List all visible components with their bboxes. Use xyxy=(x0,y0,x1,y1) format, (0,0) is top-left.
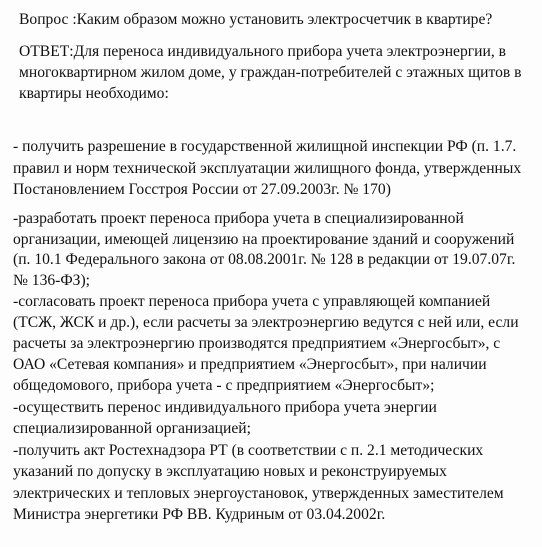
requirement-line: специализированной организацией; xyxy=(13,420,251,437)
requirement-line: -получить акт Ростехнадзора РТ (в соответствии с п. 2.1 методических xyxy=(13,442,484,459)
requirement-line: расчеты за электроэнергию производятся предприятием «Энергосбыт», с xyxy=(13,335,501,352)
requirement-item-approval xyxy=(13,291,523,396)
requirement-line: организации, имеющей лицензию на проектирование зданий и сооружений xyxy=(13,230,515,248)
requirement-line: ОАО «Сетевая компания» и предприятием «Энергосбыт», при наличии xyxy=(13,356,487,373)
requirement-line: Постановлением Госстроя России от 27.09.2003г. № 170) xyxy=(13,181,391,198)
requirement-line: электрических и тепловых энергоустановок, утвержденных заместителем xyxy=(13,484,504,502)
answer-line: ОТВЕТ:Для переноса индивидуального прибора учета электроэнергии, в xyxy=(19,43,507,60)
requirement-line: -осуществить перенос индивидуального прибора учета энергии xyxy=(13,399,437,416)
requirement-line: (ТСЖ, ЖСК и др.), если расчеты за электроэнергию ведутся с ней или, если xyxy=(13,314,519,331)
answer-intro xyxy=(19,41,522,104)
requirement-item-transfer xyxy=(13,397,523,439)
requirement-line: -согласовать проект переноса прибора учета с управляющей компанией xyxy=(13,293,491,310)
requirement-line: № 136-ФЗ); xyxy=(13,271,91,289)
answer-line: квартиры необходимо: xyxy=(19,85,169,102)
requirement-item-permit xyxy=(13,136,523,201)
requirement-line: -разработать проект переноса прибора учета в специализированной xyxy=(13,210,464,227)
requirement-line: - получить разрешение в государственной жилищной инспекции РФ (п. 1.7. xyxy=(13,138,517,155)
answer-line: многоквартирном жилом доме, у граждан-потребителей с этажных щитов в xyxy=(19,64,522,81)
requirement-item-act xyxy=(13,440,523,525)
requirement-line: правил и норм технической эксплуатации жилищного фонда, утвержденных xyxy=(13,159,522,177)
requirement-item-project xyxy=(13,209,523,291)
requirement-line: Министра энергетики РФ ВВ. Кудриным от 03.04.2002г. xyxy=(13,505,386,523)
requirement-line: указаний по допуску в эксплуатацию новых и реконструируемых xyxy=(13,463,447,481)
question-heading: Вопрос :Каким образом можно установить электросчетчик в квартире? xyxy=(19,11,493,28)
requirement-line: общедомового, прибора учета - с предприятием «Энергосбыт»; xyxy=(13,377,435,394)
requirement-line: (п. 10.1 Федерального закона от 08.08.2001г. № 128 в редакции от 19.07.07г. xyxy=(13,251,516,268)
